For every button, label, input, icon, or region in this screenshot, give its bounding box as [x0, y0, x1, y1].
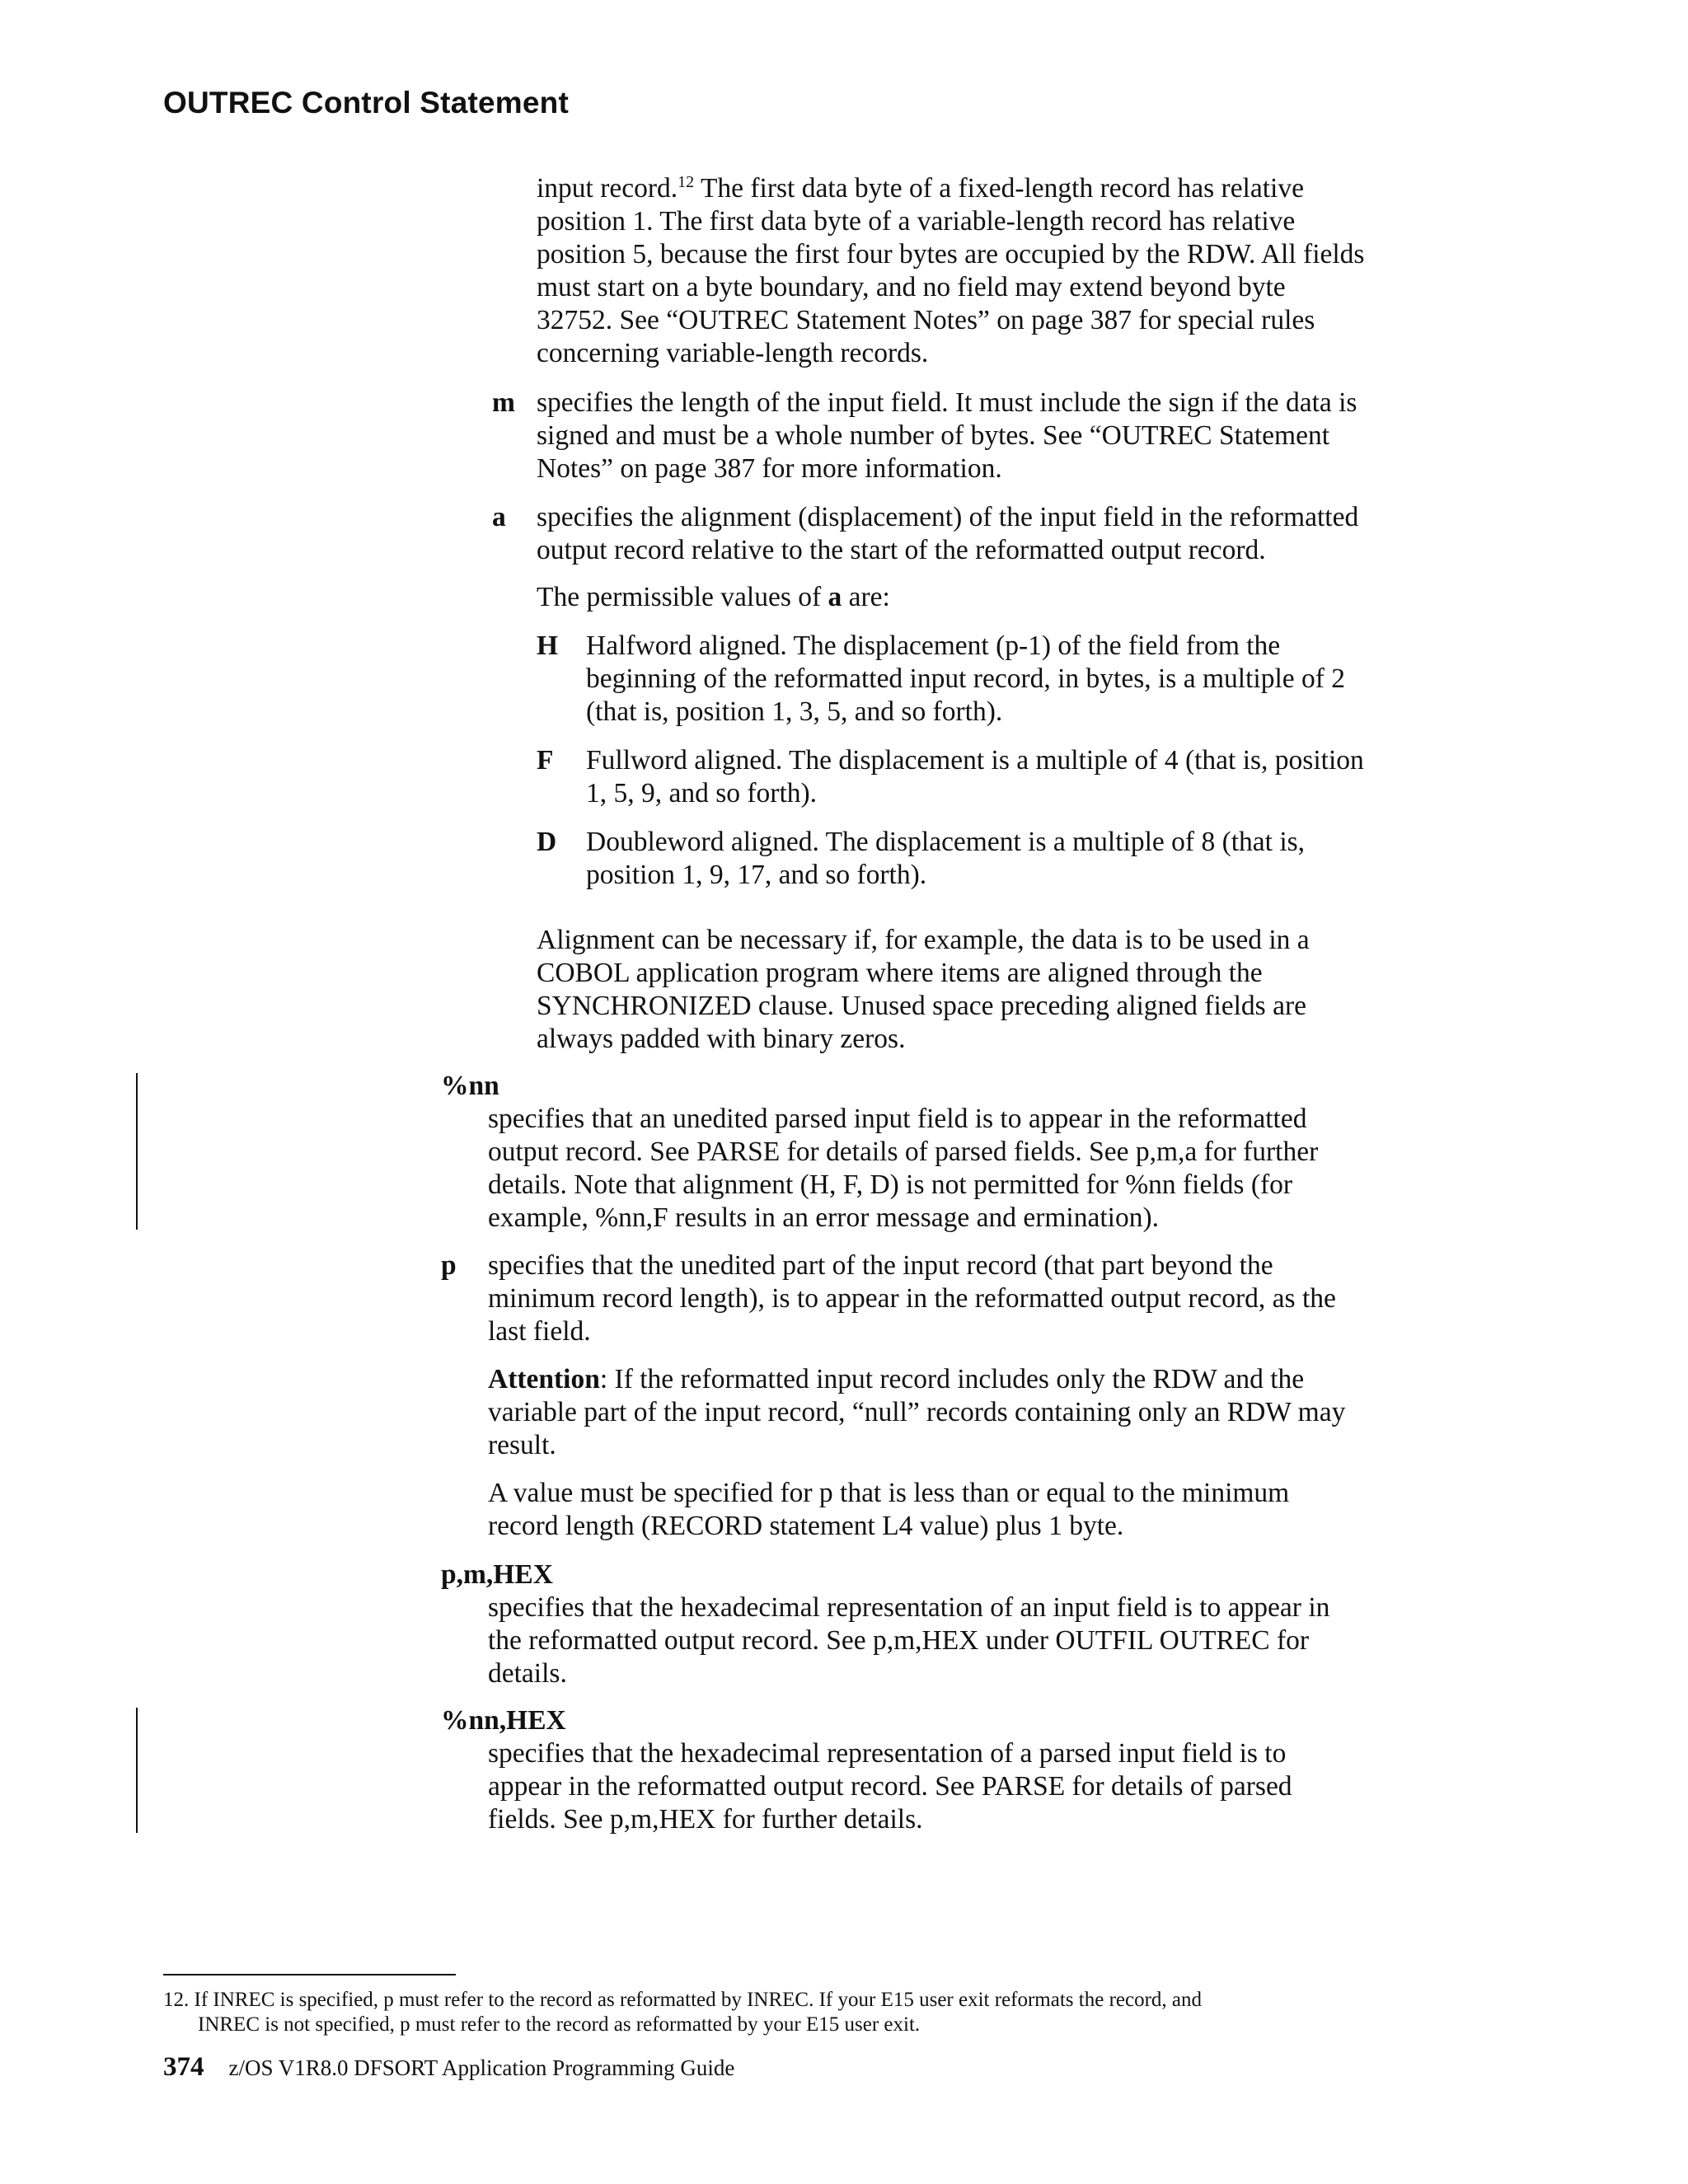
page-number: 374: [163, 2052, 204, 2082]
f-definition: Fullword aligned. The displacement is a multiple of 4 (that is, position 1, 5, 9, and so forth).: [586, 745, 1364, 808]
term-h: H: [537, 630, 559, 661]
footnote-12: [163, 1988, 1482, 2037]
attention-note: Attention: If the reformatted input record includes only the RDW and the variable part of the input record, “null” records containing only an RDW may result.: [488, 1364, 1346, 1460]
alignment-note: Alignment can be necessary if, for example, the data is to be used in a COBOL application program where items are aligned through the SYNCHRONIZED clause. Unused space preceding aligned fields are always padded with binary zeros.: [537, 925, 1310, 1054]
change-bar: [136, 1073, 138, 1230]
intro-line: 32752. See “OUTREC Statement Notes” on page 387 for special rules: [537, 305, 1315, 335]
book-title: z/OS V1R8.0 DFSORT Application Programming Guide: [228, 2055, 735, 2080]
term-p-m-hex: p,m,HEX: [441, 1559, 553, 1590]
term-percent-nn-hex: %nn,HEX: [441, 1705, 566, 1736]
term-percent-nn: %nn: [441, 1071, 499, 1101]
footnote-divider: [163, 1974, 456, 1975]
p-value-note: A value must be specified for p that is less than or equal to the minimum record length (RECORD statement L4 value) plus 1 byte.: [488, 1478, 1290, 1541]
term-p: p: [441, 1250, 457, 1281]
p-m-hex-definition: specifies that the hexadecimal representation of an input field is to appear in the reformatted output record. See p,m,HEX under OUTFIL OUTREC for details.: [488, 1592, 1330, 1689]
percent-nn-hex-definition: specifies that the hexadecimal representation of a parsed input field is to appear in the reformatted output record. See PARSE for details of parsed fields. See p,m,HEX for further details.: [488, 1738, 1292, 1835]
h-definition: Halfword aligned. The displacement (p-1) of the field from the beginning of the reformatted input record, in bytes, is a multiple of 2 (that is, position 1, 3, 5, and so forth).: [586, 630, 1346, 727]
term-d: D: [537, 827, 557, 857]
term-f: F: [537, 745, 554, 776]
intro-line: concerning variable-length records.: [537, 338, 929, 368]
footnote-line: 12. If INREC is specified, p must refer to the record as reformatted by INREC. If your E15 user exit reformats the record, and: [163, 1989, 1203, 2011]
d-definition: Doubleword aligned. The displacement is a multiple of 8 (that is, position 1, 9, 17, and so forth).: [586, 827, 1306, 890]
p-definition: specifies that the unedited part of the input record (that part beyond the minimum record length), is to appear in the reformatted output record, as the last field.: [488, 1250, 1336, 1347]
page-header-title: OUTREC Control Statement: [163, 86, 569, 120]
intro-line: position 5, because the first four bytes are occupied by the RDW. All fields: [537, 239, 1365, 269]
percent-nn-definition: specifies that an unedited parsed input field is to appear in the reformatted output record. See PARSE for details of parsed fields. See p,m,a for further details. Note that alignment (H, F, D) is not permitted for %nn fields (for example, %nn,F results in an error message and ermination).: [488, 1104, 1319, 1233]
footnote-line: INREC is not specified, p must refer to the record as reformatted by your E15 user exit.: [198, 2013, 921, 2036]
page-footer: [163, 2052, 734, 2083]
a-definition: specifies the alignment (displacement) of the input field in the reformatted output record relative to the start of the reformatted output record.: [537, 502, 1359, 565]
change-bar: [136, 1708, 138, 1833]
intro-line: must start on a byte boundary, and no field may extend beyond byte: [537, 272, 1286, 302]
term-m: m: [492, 387, 515, 418]
footnote-ref-12[interactable]: 12: [678, 172, 695, 191]
m-definition: specifies the length of the input field. It must include the sign if the data is signed and must be a whole number of bytes. See “OUTREC Statement Notes” on page 387 for more information.: [537, 387, 1357, 484]
intro-line-1: input record.$^{12}$ The first data byte of a fixed-length record has relative: [537, 172, 1304, 204]
intro-line: position 1. The first data byte of a variable-length record has relative: [537, 206, 1296, 237]
permissible-values-line: The permissible values of a are:: [537, 582, 890, 612]
attention-label: Attention: [488, 1364, 600, 1394]
intro-paragraph: [537, 172, 1484, 370]
term-a: a: [492, 502, 506, 532]
